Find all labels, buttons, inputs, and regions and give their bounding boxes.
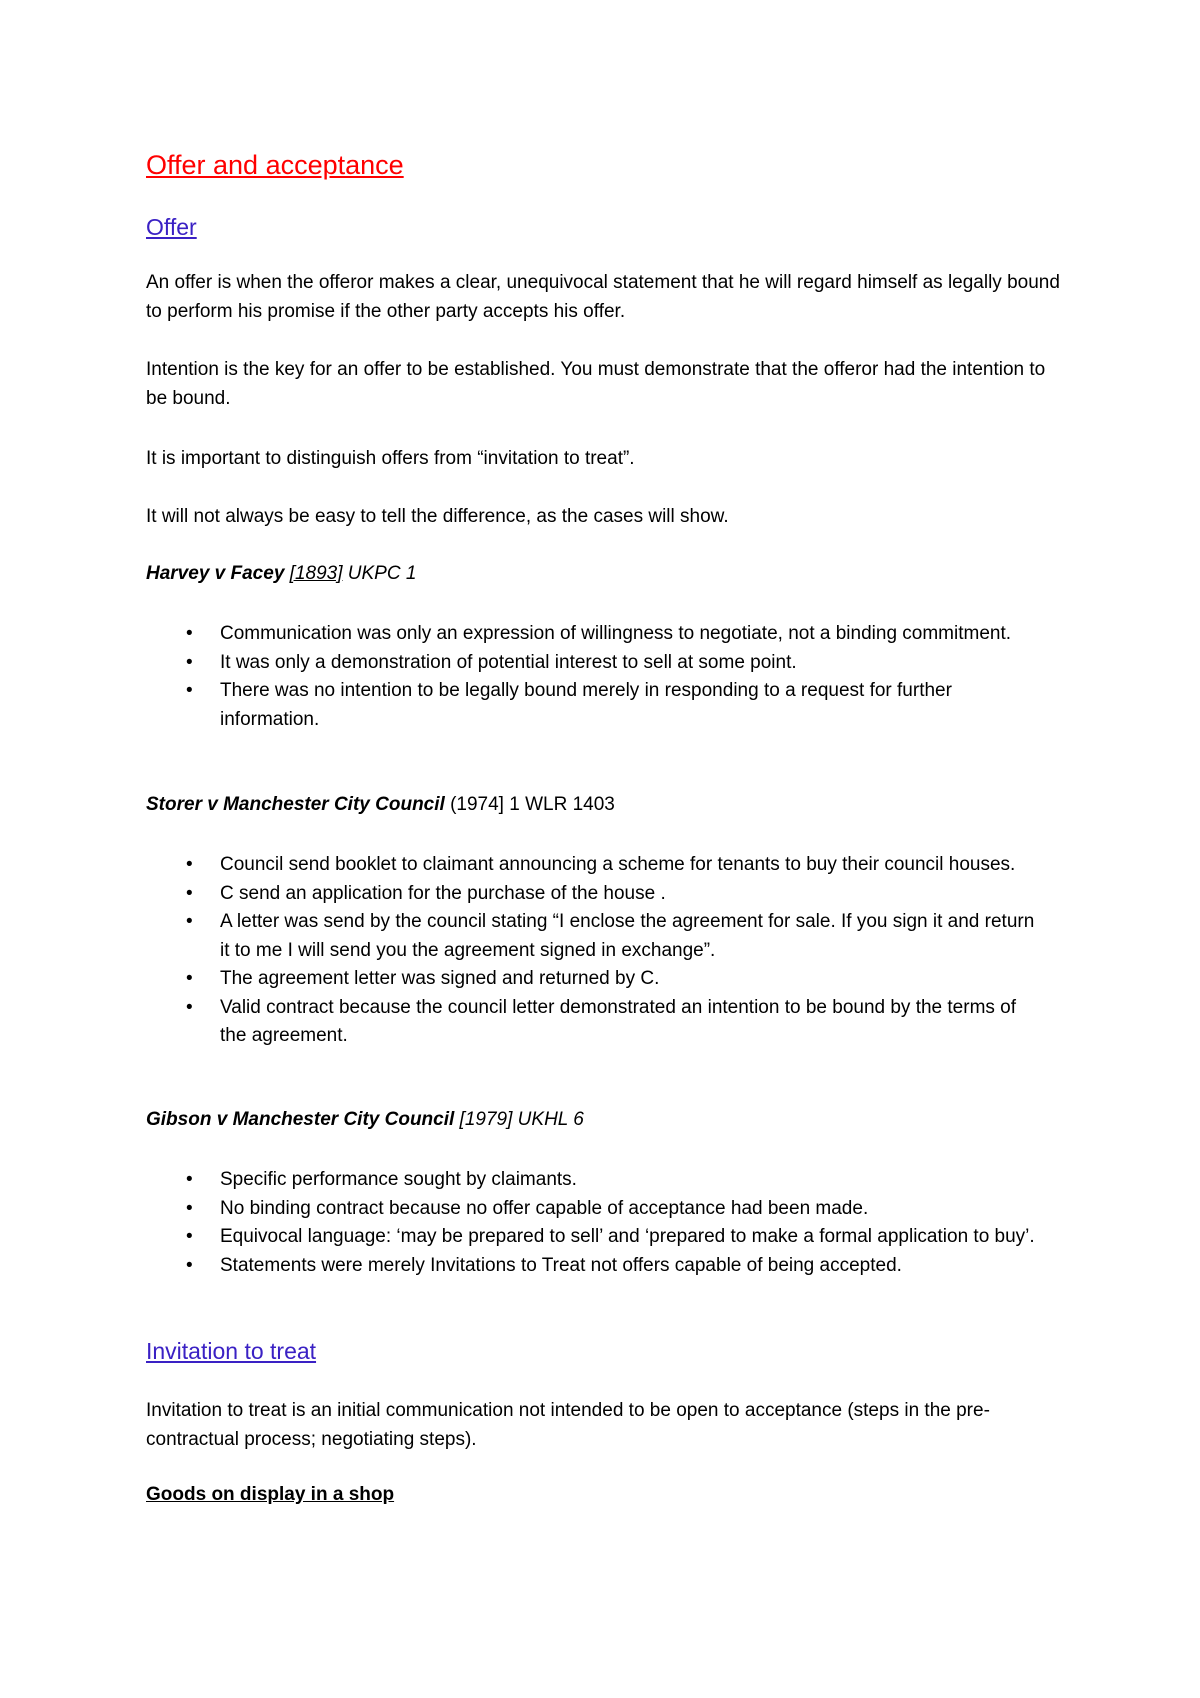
list-item: • The agreement letter was signed and returned by C. bbox=[146, 965, 1046, 994]
case-citation-year: [1979] bbox=[454, 1109, 513, 1130]
invitation-heading: Invitation to treat bbox=[146, 1338, 317, 1364]
case-name: Storer v Manchester City Council bbox=[146, 794, 445, 815]
list-item: • Council send booklet to claimant announcing a scheme for tenants to buy their council houses. bbox=[146, 851, 1046, 880]
list-item: • Specific performance sought by claimants. bbox=[146, 1166, 1046, 1195]
list-item: • Statements were merely Invitations to Treat not offers capable of being accepted. bbox=[146, 1252, 1046, 1281]
offer-paragraph-3: It is important to distinguish offers from “invitation to treat”. bbox=[146, 448, 635, 469]
case-points-list bbox=[146, 851, 1046, 1051]
case-name: Gibson v Manchester City Council bbox=[146, 1109, 455, 1130]
goods-display-subheading: Goods on display in a shop bbox=[146, 1484, 395, 1505]
invitation-paragraph: Invitation to treat is an initial communication not intended to be open to acceptance (steps in the pre-contractual process; negotiating steps). bbox=[146, 1400, 990, 1450]
list-item: • A letter was send by the council stating “I enclose the agreement for sale. If you sign it and return it to me I will send you the agreement signed in exchange”. bbox=[146, 908, 1046, 965]
case-title bbox=[146, 794, 615, 816]
case-title bbox=[146, 1109, 584, 1131]
document-title: Offer and acceptance bbox=[146, 150, 404, 180]
list-item: • Communication was only an expression of willingness to negotiate, not a binding commitment. bbox=[146, 620, 1046, 649]
case-citation-year: [1893] bbox=[289, 563, 343, 584]
list-item: • C send an application for the purchase of the house . bbox=[146, 880, 1046, 909]
case-citation-year: (1974] bbox=[444, 794, 504, 815]
case-citation-rest: UKPC 1 bbox=[342, 563, 417, 584]
case-citation-rest: UKHL 6 bbox=[512, 1109, 584, 1130]
list-item: • It was only a demonstration of potential interest to sell at some point. bbox=[146, 649, 1046, 678]
case-points-list bbox=[146, 620, 1046, 734]
offer-paragraph-1: An offer is when the offeror makes a clear, unequivocal statement that he will regard himself as legally bound to perform his promise if the other party accepts his offer. bbox=[146, 272, 1060, 322]
offer-heading: Offer bbox=[146, 214, 197, 240]
case-name: Harvey v Facey bbox=[146, 563, 285, 584]
list-item: • Equivocal language: ‘may be prepared to sell’ and ‘prepared to make a formal application to buy’. bbox=[146, 1223, 1046, 1252]
offer-paragraph-4: It will not always be easy to tell the difference, as the cases will show. bbox=[146, 506, 729, 527]
list-item: • No binding contract because no offer capable of acceptance had been made. bbox=[146, 1195, 1046, 1224]
case-title bbox=[146, 563, 416, 585]
list-item: • There was no intention to be legally bound merely in responding to a request for further information. bbox=[146, 677, 1046, 734]
case-points-list bbox=[146, 1166, 1046, 1280]
offer-paragraph-2: Intention is the key for an offer to be established. You must demonstrate that the offeror had the intention to be bound. bbox=[146, 359, 1046, 409]
list-item: • Valid contract because the council letter demonstrated an intention to be bound by the terms of the agreement. bbox=[146, 994, 1046, 1051]
case-citation-rest: 1 WLR 1403 bbox=[503, 794, 615, 815]
